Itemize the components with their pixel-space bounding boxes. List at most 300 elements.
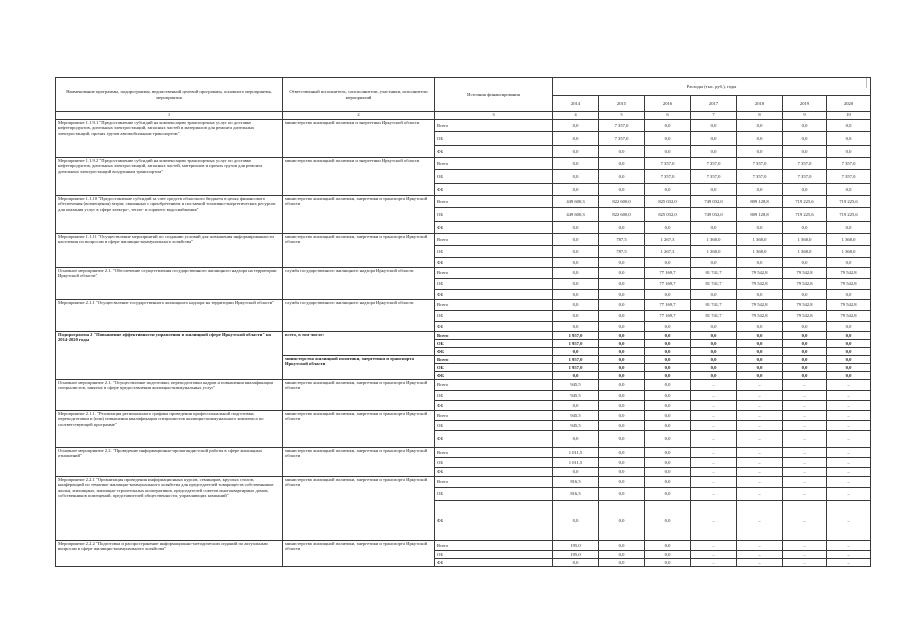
expense-value: – xyxy=(691,411,737,421)
expense-value: 0,0 xyxy=(553,132,599,146)
expense-value: 0,0 xyxy=(827,364,871,372)
expense-value: 816,5 xyxy=(553,488,599,501)
funding-source: ФБ xyxy=(435,431,553,448)
funding-source: ОБ xyxy=(435,170,553,184)
table-row xyxy=(56,196,871,208)
header-source: Источник финансирования xyxy=(435,78,553,112)
expense-value: 0,0 xyxy=(645,477,691,488)
expense-value: 0,0 xyxy=(599,340,645,348)
expense-value: 0,0 xyxy=(783,322,827,332)
expense-value: 0,0 xyxy=(827,120,871,132)
funding-source: ФБ xyxy=(435,559,553,567)
expense-value: 79 542,8 xyxy=(783,300,827,311)
expense-value: 1 368,0 xyxy=(827,246,871,258)
expense-value: 0,0 xyxy=(553,234,599,246)
expense-value: 77 169,7 xyxy=(645,268,691,279)
executor-name: министерство жилищной политики, энергетики и транспорта Иркутской области xyxy=(283,196,435,234)
expense-value: 0,0 xyxy=(645,348,691,356)
expense-value: – xyxy=(691,421,737,431)
executor-name: министерство жилищной политики, энергетики и транспорта Иркутской области xyxy=(283,234,435,268)
executor-name: министерство жилищной политики, энергетики и транспорта Иркутской области xyxy=(283,477,435,541)
funding-source: Всего xyxy=(435,411,553,421)
expense-value: 0,0 xyxy=(599,290,645,300)
expense-value: – xyxy=(783,559,827,567)
column-index: 9 xyxy=(783,112,827,120)
expense-value: 0,0 xyxy=(783,120,827,132)
expense-value: 719 225,6 xyxy=(827,196,871,208)
expense-value: 0,0 xyxy=(645,322,691,332)
column-index: 7 xyxy=(691,112,737,120)
expense-value: 79 542,8 xyxy=(783,268,827,279)
expense-value: – xyxy=(737,421,783,431)
expense-value: 1 957,0 xyxy=(553,332,599,340)
expense-value: 0,0 xyxy=(599,411,645,421)
expense-value: 0,0 xyxy=(553,468,599,477)
expense-value: – xyxy=(691,380,737,391)
funding-source: ФБ xyxy=(435,348,553,356)
expense-value: – xyxy=(783,541,827,551)
expense-value: – xyxy=(737,380,783,391)
funding-source: ФБ xyxy=(435,468,553,477)
expense-value: 0,0 xyxy=(599,421,645,431)
expense-value: 0,0 xyxy=(599,322,645,332)
expense-value: 0,0 xyxy=(783,222,827,234)
expense-value: 0,0 xyxy=(553,559,599,567)
expense-value: 0,0 xyxy=(691,372,737,380)
expense-value: – xyxy=(783,401,827,411)
expense-value: – xyxy=(783,488,827,501)
expense-value: 79 542,8 xyxy=(827,268,871,279)
table-row xyxy=(56,380,871,391)
expense-value: 0,0 xyxy=(645,222,691,234)
funding-source: ОБ xyxy=(435,421,553,431)
expense-value: 0,0 xyxy=(645,559,691,567)
expense-value: 0,0 xyxy=(599,158,645,170)
expense-value: 0,0 xyxy=(553,258,599,268)
expense-value: 0,0 xyxy=(645,120,691,132)
expense-value: – xyxy=(691,488,737,501)
expense-value: 0,0 xyxy=(645,290,691,300)
expense-value: – xyxy=(783,380,827,391)
expense-value: 77 169,7 xyxy=(645,311,691,322)
expense-value: 1 957,0 xyxy=(553,356,599,364)
expense-value: 79 542,8 xyxy=(737,268,783,279)
expense-value: 1 368,0 xyxy=(827,234,871,246)
column-index: 2 xyxy=(283,112,435,120)
expense-value: – xyxy=(691,501,737,541)
expense-value: 79 542,8 xyxy=(783,279,827,290)
program-name: Мероприятие 1.1.11 "Осуществление мероприятий по созданию условий для повышения информированности населения по вопросам в сфере жилищно-коммунального хозяйства" xyxy=(56,234,283,268)
table-row xyxy=(56,477,871,488)
expense-value: 0,0 xyxy=(645,391,691,401)
expense-value: 1 368,0 xyxy=(737,234,783,246)
expense-value: – xyxy=(827,448,871,458)
expense-value: 816,5 xyxy=(553,477,599,488)
expense-value: – xyxy=(691,448,737,458)
expense-value: 7 357,0 xyxy=(737,158,783,170)
table-row xyxy=(56,300,871,311)
expense-value: 0,0 xyxy=(783,290,827,300)
expense-value: 0,0 xyxy=(645,458,691,468)
expense-value: 0,0 xyxy=(691,120,737,132)
expense-value: 0,0 xyxy=(827,322,871,332)
expense-value: 0,0 xyxy=(553,146,599,158)
expense-value: – xyxy=(827,380,871,391)
expense-value: 0,0 xyxy=(691,332,737,340)
expense-value: – xyxy=(737,391,783,401)
table-row xyxy=(56,120,871,132)
expense-value: 0,0 xyxy=(783,348,827,356)
expense-value: 0,0 xyxy=(599,458,645,468)
expense-value: – xyxy=(783,501,827,541)
expense-value: 0,0 xyxy=(645,364,691,372)
expense-value: – xyxy=(827,411,871,421)
expense-value: 0,0 xyxy=(737,290,783,300)
expense-value: – xyxy=(783,391,827,401)
funding-source: ОБ xyxy=(435,311,553,322)
expense-value: 0,0 xyxy=(691,132,737,146)
expense-value: 0,0 xyxy=(645,184,691,196)
funding-source: ФБ xyxy=(435,146,553,158)
funding-source: ОБ xyxy=(435,551,553,559)
expense-value: – xyxy=(691,477,737,488)
expense-value: 0,0 xyxy=(783,258,827,268)
expense-value: 749 032,0 xyxy=(691,208,737,222)
expense-value: – xyxy=(827,401,871,411)
subprogram-executor: министерство жилищной политики, энергетики и транспорта Иркутской области xyxy=(283,356,435,380)
expense-value: 81 741,7 xyxy=(691,268,737,279)
expense-value: 0,0 xyxy=(553,246,599,258)
expense-value: 195,0 xyxy=(553,551,599,559)
expense-value: 0,0 xyxy=(645,340,691,348)
executor-name: министерство жилищной политики, энергетики и транспорта Иркутской области xyxy=(283,541,435,567)
expense-value: 0,0 xyxy=(783,332,827,340)
expense-value: 0,0 xyxy=(645,448,691,458)
expense-value: 79 542,8 xyxy=(737,279,783,290)
expense-value: 81 741,7 xyxy=(691,279,737,290)
expense-value: 0,0 xyxy=(691,348,737,356)
year-header: 2016 xyxy=(645,96,691,112)
expense-value: 0,0 xyxy=(645,551,691,559)
expense-value: 0,0 xyxy=(645,468,691,477)
expense-value: 809 128,8 xyxy=(737,208,783,222)
funding-source: ФБ xyxy=(435,258,553,268)
executor-name: министерство жилищной политики, энергетики и транспорта Иркутской области xyxy=(283,411,435,448)
column-index: 6 xyxy=(645,112,691,120)
expense-value: 825 032,0 xyxy=(645,208,691,222)
expense-value: – xyxy=(691,559,737,567)
program-name: Мероприятие 1.1.9.2 "Предоставление субсидий на компенсацию транспортных услуг по доставке нефтепродуктов, дизельных электростанций, запасных частей, материалов и прочих грузов для ремонта дизельных электростанций воздушным транспортом" xyxy=(56,158,283,196)
expense-value: 0,0 xyxy=(645,132,691,146)
expense-value: 822 600,0 xyxy=(599,208,645,222)
table-row xyxy=(56,332,871,340)
program-name: Основное мероприятие 2.1. "Осуществление подготовки, переподготовки кадров и повышения квалификации специалистов, занятых в сфере предоставления жилищно-коммунальных услуг" xyxy=(56,380,283,411)
expense-value: – xyxy=(827,431,871,448)
expense-value: 0,0 xyxy=(599,146,645,158)
program-name: Основное мероприятие 2.1. "Обеспечение осуществления государственного жилищного надзора на территории Иркутской области" xyxy=(56,268,283,300)
funding-source: ФБ xyxy=(435,322,553,332)
funding-source: Всего xyxy=(435,332,553,340)
expense-value: – xyxy=(737,411,783,421)
expense-value: 0,0 xyxy=(553,120,599,132)
expense-value: – xyxy=(783,468,827,477)
expense-value: 0,0 xyxy=(599,391,645,401)
column-index: 8 xyxy=(737,112,783,120)
expense-value: 0,0 xyxy=(645,372,691,380)
financing-table xyxy=(55,77,871,567)
expense-value: – xyxy=(691,541,737,551)
expense-value: 0,0 xyxy=(783,184,827,196)
expense-value: 0,0 xyxy=(553,372,599,380)
executor-name: министерство жилищной политики, энергетики и транспорта Иркутской области xyxy=(283,380,435,411)
table-row xyxy=(56,158,871,170)
expense-value: 0,0 xyxy=(599,401,645,411)
expense-value: 0,0 xyxy=(645,380,691,391)
expense-value: – xyxy=(691,431,737,448)
expense-value: – xyxy=(827,391,871,401)
year-header: 2017 xyxy=(691,96,737,112)
funding-source: ОБ xyxy=(435,458,553,468)
expense-value: 7 357,0 xyxy=(645,170,691,184)
expense-value: 1 957,0 xyxy=(553,364,599,372)
expense-value: – xyxy=(737,458,783,468)
expense-value: 945,5 xyxy=(553,411,599,421)
expense-value: 0,0 xyxy=(553,170,599,184)
program-name: Мероприятие 2.2.2 "Подготовка и распространение информационно-методических изданий по актуальным вопросам в сфере жилищно-коммунального хозяйства" xyxy=(56,541,283,567)
expense-value: 0,0 xyxy=(827,340,871,348)
expense-value: 0,0 xyxy=(553,290,599,300)
year-header: 2020 xyxy=(827,96,871,112)
expense-value: 81 741,7 xyxy=(691,300,737,311)
funding-source: ОБ xyxy=(435,246,553,258)
expense-value: 77 169,7 xyxy=(645,300,691,311)
expense-value: 0,0 xyxy=(737,332,783,340)
expense-value: – xyxy=(783,421,827,431)
year-header: 2018 xyxy=(737,96,783,112)
expense-value: 0,0 xyxy=(599,348,645,356)
expense-value: 0,0 xyxy=(599,501,645,541)
program-name: Мероприятие 1.1.10 "Предоставление субсидий за счет средств областного бюджета в целях финансового обеспечения (возмещения) затрат, связанных с приобретением и поставкой топливно-энергетических ресурсов для оказания услуг в сфере электро-, тепло- и горячего водоснабжения" xyxy=(56,196,283,234)
expense-value: 0,0 xyxy=(599,477,645,488)
funding-source: Всего xyxy=(435,541,553,551)
expense-value: 0,0 xyxy=(827,222,871,234)
expense-value: 0,0 xyxy=(645,431,691,448)
expense-value: 0,0 xyxy=(645,411,691,421)
expense-value: 0,0 xyxy=(599,222,645,234)
year-header: 2015 xyxy=(599,96,645,112)
expense-value: 0,0 xyxy=(599,431,645,448)
expense-value: 945,5 xyxy=(553,421,599,431)
expense-value: 0,0 xyxy=(553,322,599,332)
program-name: Мероприятие 2.2.1 "Организация проведения информационных курсов, семинаров, круглых столов, конференций по тематике жилищно-коммунального хозяйства для председателей товариществ собственников жилья, жилищных, жилищно-строительных кооперативов, председателей советов многоквартирных домов, собственников помещений, представителей общественности, управляющих компаний" xyxy=(56,477,283,541)
expense-value: 7 357,0 xyxy=(691,170,737,184)
expense-value: 7 357,0 xyxy=(691,158,737,170)
expense-value: 7 357,0 xyxy=(737,170,783,184)
funding-source: Всего xyxy=(435,300,553,311)
expense-value: 0,0 xyxy=(737,322,783,332)
expense-value: – xyxy=(827,551,871,559)
expense-value: 7 357,0 xyxy=(827,158,871,170)
expense-value: 0,0 xyxy=(737,120,783,132)
expense-value: – xyxy=(783,448,827,458)
expense-value: – xyxy=(691,551,737,559)
expense-value: – xyxy=(737,559,783,567)
expense-value: 0,0 xyxy=(553,431,599,448)
expense-value: 77 169,7 xyxy=(645,279,691,290)
funding-source: Всего xyxy=(435,196,553,208)
expense-value: 0,0 xyxy=(737,372,783,380)
expense-value: 0,0 xyxy=(737,146,783,158)
funding-source: Всего xyxy=(435,268,553,279)
expense-value: 0,0 xyxy=(737,222,783,234)
expense-value: 0,0 xyxy=(553,158,599,170)
column-index: 3 xyxy=(435,112,553,120)
expense-value: 0,0 xyxy=(599,311,645,322)
expense-value: 1 368,0 xyxy=(783,234,827,246)
expense-value: 0,0 xyxy=(827,372,871,380)
expense-value: 195,0 xyxy=(553,541,599,551)
expense-value: – xyxy=(827,488,871,501)
expense-value: 0,0 xyxy=(599,300,645,311)
year-header: 2019 xyxy=(783,96,827,112)
expense-value: 7 357,0 xyxy=(599,132,645,146)
funding-source: ОБ xyxy=(435,391,553,401)
expense-value: 0,0 xyxy=(599,488,645,501)
expense-value: – xyxy=(691,468,737,477)
expense-value: 0,0 xyxy=(737,184,783,196)
expense-value: 825 032,0 xyxy=(645,196,691,208)
funding-source: ФБ xyxy=(435,290,553,300)
header-executor: Ответственный исполнитель, соисполнители, участники, исполнители мероприятий xyxy=(283,78,435,112)
expense-value: 787,5 xyxy=(599,234,645,246)
expense-value: – xyxy=(783,411,827,421)
funding-source: ФБ xyxy=(435,184,553,196)
table-row xyxy=(56,541,871,551)
table-row xyxy=(56,268,871,279)
expense-value: 0,0 xyxy=(645,401,691,411)
year-header: 2014 xyxy=(553,96,599,112)
expense-value: 79 542,8 xyxy=(737,311,783,322)
funding-source: ФБ xyxy=(435,372,553,380)
expense-value: 0,0 xyxy=(599,268,645,279)
expense-value: – xyxy=(827,468,871,477)
expense-value: 7 357,0 xyxy=(783,158,827,170)
expense-value: 0,0 xyxy=(599,258,645,268)
expense-value: 0,0 xyxy=(645,356,691,364)
column-index: 1 xyxy=(56,112,283,120)
expense-value: – xyxy=(827,458,871,468)
expense-value: 945,5 xyxy=(553,380,599,391)
expense-value: 0,0 xyxy=(645,258,691,268)
executor-name: министерство жилищной политики, энергетики и транспорта Иркутской области xyxy=(283,448,435,477)
expense-value: 1 957,0 xyxy=(553,340,599,348)
expense-value: – xyxy=(737,401,783,411)
expense-value: 0,0 xyxy=(645,146,691,158)
expense-value: – xyxy=(737,541,783,551)
expense-value: 79 542,8 xyxy=(783,311,827,322)
expense-value: 79 542,8 xyxy=(827,300,871,311)
expense-value: 719 225,6 xyxy=(783,196,827,208)
expense-value: 0,0 xyxy=(827,258,871,268)
expense-value: 1 368,0 xyxy=(783,246,827,258)
funding-source: ФБ xyxy=(435,222,553,234)
expense-value: 0,0 xyxy=(827,132,871,146)
expense-value: 0,0 xyxy=(599,541,645,551)
funding-source: ОБ xyxy=(435,488,553,501)
expense-value: 0,0 xyxy=(691,290,737,300)
expense-value: 0,0 xyxy=(553,268,599,279)
funding-source: Всего xyxy=(435,356,553,364)
expense-value: 719 225,6 xyxy=(783,208,827,222)
expense-value: 449 600,3 xyxy=(553,196,599,208)
expense-value: 0,0 xyxy=(827,348,871,356)
expense-value: – xyxy=(827,477,871,488)
expense-value: 0,0 xyxy=(599,448,645,458)
funding-source: ОБ xyxy=(435,279,553,290)
expense-value: 0,0 xyxy=(599,559,645,567)
expense-value: 0,0 xyxy=(645,421,691,431)
program-name: Мероприятие 2.1.1. "Реализация регионального графика проведения профессиональной подготовки, переподготовки и (или) повышения квалификации специалистов жилищно-коммунального комплекса по соответствующей программе" xyxy=(56,411,283,448)
expense-value: 79 542,8 xyxy=(827,279,871,290)
table-row xyxy=(56,411,871,421)
expense-value: 7 357,0 xyxy=(827,170,871,184)
document-page xyxy=(55,77,870,567)
header-program: Наименование программы, подпрограммы, ведомственной целевой программы, основного мероприятия, мероприятия xyxy=(56,78,283,112)
expense-value: – xyxy=(737,488,783,501)
expense-value: 0,0 xyxy=(645,541,691,551)
expense-value: – xyxy=(783,551,827,559)
expense-value: 0,0 xyxy=(599,332,645,340)
expense-value: – xyxy=(691,401,737,411)
expense-value: 81 741,7 xyxy=(691,311,737,322)
expense-value: 0,0 xyxy=(827,184,871,196)
expense-value: – xyxy=(691,391,737,401)
expense-value: 0,0 xyxy=(783,340,827,348)
expense-value: 7 357,0 xyxy=(599,120,645,132)
expense-value: – xyxy=(827,541,871,551)
expense-value: 0,0 xyxy=(691,258,737,268)
column-index: 4 xyxy=(553,112,599,120)
funding-source: Всего xyxy=(435,477,553,488)
expense-value: – xyxy=(783,431,827,448)
expense-value: 0,0 xyxy=(599,364,645,372)
funding-source: Всего xyxy=(435,158,553,170)
expense-value: 0,0 xyxy=(691,146,737,158)
expense-value: 719 225,6 xyxy=(827,208,871,222)
expense-value: 787,5 xyxy=(599,246,645,258)
expense-value: 0,0 xyxy=(599,380,645,391)
expense-value: 0,0 xyxy=(553,311,599,322)
executor-name: министерство жилищной политики и энергетики Иркутской области xyxy=(283,158,435,196)
expense-value: 0,0 xyxy=(645,332,691,340)
funding-source: ОБ xyxy=(435,132,553,146)
expense-value: 0,0 xyxy=(599,170,645,184)
funding-source: ФБ xyxy=(435,401,553,411)
expense-value: 1 368,0 xyxy=(691,246,737,258)
executor-name: служба государственного жилищного надзора Иркутской области xyxy=(283,268,435,300)
expense-value: 0,0 xyxy=(691,340,737,348)
expense-value: 0,0 xyxy=(645,488,691,501)
header-expenses: Расходы (тыс. руб.), годы xyxy=(553,78,871,96)
expense-value: – xyxy=(737,431,783,448)
expense-value: 0,0 xyxy=(783,356,827,364)
expense-value: 0,0 xyxy=(691,356,737,364)
subprogram-total-label: всего, в том числе: xyxy=(283,332,435,356)
expense-value: 0,0 xyxy=(553,401,599,411)
column-index: 5 xyxy=(599,112,645,120)
expense-value: 0,0 xyxy=(553,184,599,196)
table-row xyxy=(56,448,871,458)
